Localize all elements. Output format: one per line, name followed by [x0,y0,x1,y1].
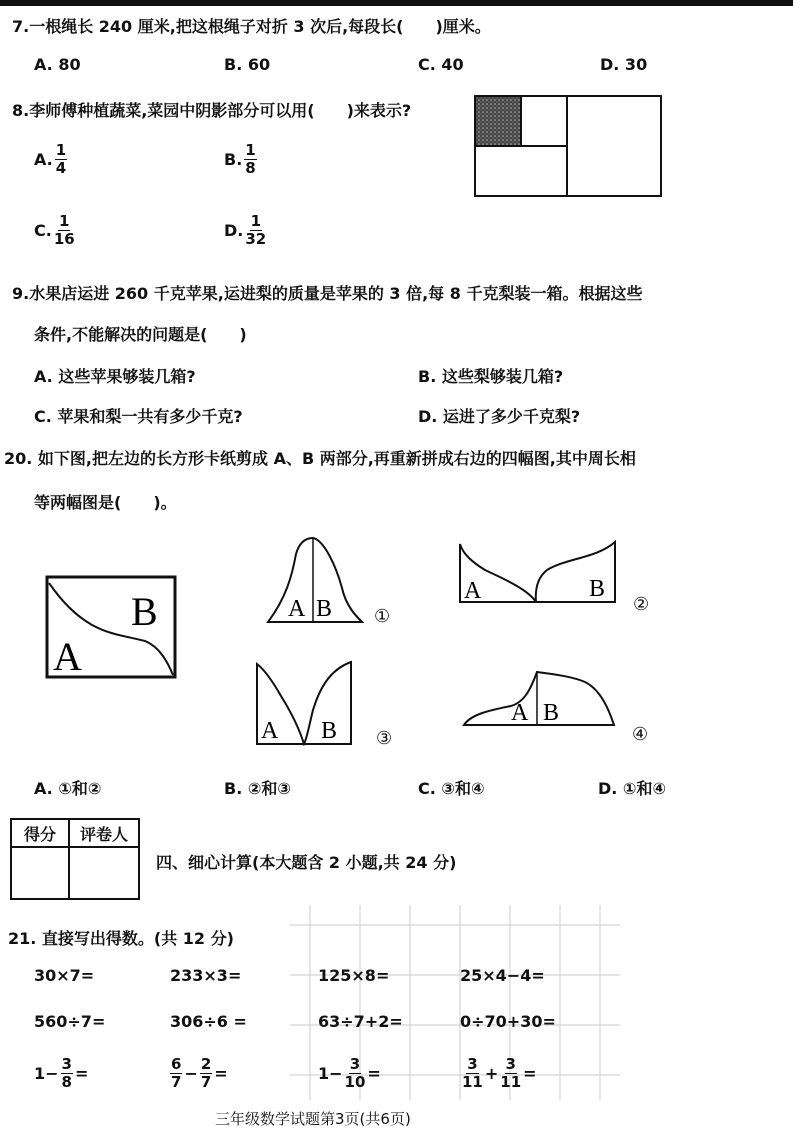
q8-option-b [224,142,257,177]
q20-option-a: A. ①和② [34,779,102,798]
q8-option-a [34,142,67,177]
q21-stem: 21. 直接写出得数。(共 12 分) [8,929,234,948]
q20-figure-2-label: ② [633,594,650,615]
q21-r2-c4: 0÷70+30= [460,1012,556,1031]
q9-stem-line2: 条件,不能解决的问题是( ) [34,325,247,344]
q21-r1-c3: 125×8= [318,966,390,985]
section-4-title: 四、细心计算(本大题含 2 小题,共 24 分) [156,853,457,872]
q20-figure-1-label: ① [374,606,391,627]
q7-option-c: C. 40 [418,55,464,74]
fig2-label-a: A [464,578,482,604]
q8-option-b-letter: B. [224,150,243,169]
q21-r3-c3: 1− $\frac{3}{10}$ = [318,1055,381,1091]
q20-option-d: D. ①和④ [598,779,667,798]
fig4-label-a: A [511,700,529,726]
q20-figure-4 [461,668,617,728]
q20-option-b: B. ②和③ [224,779,291,798]
q9-stem-line1: 9.水果店运进 260 千克苹果,运进梨的质量是苹果的 3 倍,每 8 千克梨装一箱。根据这些 [12,284,643,303]
page-footer: 三年级数学试题第3页(共6页) [215,1110,411,1128]
q20-rect-label-a: A [53,634,82,679]
q20-figure-3-label: ③ [376,728,393,749]
q8-option-d-letter: D. [224,221,244,240]
q21-r2-c2: 306÷6 = [170,1012,247,1031]
q7-stem: 7.一根绳长 240 厘米,把这根绳子对折 3 次后,每段长( )厘米。 [12,17,491,36]
q8-option-a-fraction: $\frac{1}{4}$ [55,141,67,177]
q8-option-d [224,213,266,248]
fig3-label-b: B [321,718,338,744]
q8-option-b-fraction: $\frac{1}{8}$ [245,141,256,177]
page-top-border [0,0,793,6]
q20-option-c: C. ③和④ [418,779,485,798]
fig3-label-a: A [261,718,279,744]
score-box-grader-cell [69,847,139,899]
q8-stem: 8.李师傅种植蔬菜,菜园中阴影部分可以用( )来表示? [12,101,412,120]
q9-option-a: A. 这些苹果够装几箱? [34,367,196,386]
fig4-label-b: B [543,700,560,726]
q20-figure-1 [264,536,364,628]
q9-option-c: C. 苹果和梨一共有多少千克? [34,407,243,426]
score-box-score-cell [11,847,69,899]
q21-r2-c3: 63÷7+2= [318,1012,403,1031]
q8-option-a-letter: A. [34,150,53,169]
q21-r3-c2: $\frac{6}{7}$ − $\frac{2}{7}$ = [171,1055,228,1091]
q21-r1-c1: 30×7= [34,966,95,985]
fig1-label-b: B [316,596,333,622]
q7-option-a: A. 80 [34,55,81,74]
score-box [10,818,140,900]
fig1-label-a: A [288,596,306,622]
q8-option-c-letter: C. [34,221,52,240]
q8-option-c [34,213,75,248]
q8-option-c-fraction: $\frac{1}{16}$ [53,212,75,248]
q20-figure-3 [255,660,355,746]
q8-shaded-region [476,97,520,145]
q20-stem-line1: 20. 如下图,把左边的长方形卡纸剪成 A、B 两部分,再重新拼成右边的四幅图,其中周长相 [4,449,636,468]
q21-r1-c4: 25×4−4= [460,966,545,985]
q20-figure-2 [457,540,619,606]
score-box-header-grader: 评卷人 [69,819,139,847]
q21-r2-c1: 560÷7= [34,1012,106,1031]
q9-option-b: B. 这些梨够装几箱? [418,367,564,386]
q9-option-d: D. 运进了多少千克梨? [418,407,581,426]
q8-option-d-fraction: $\frac{1}{32}$ [245,212,267,248]
score-box-header-score: 得分 [11,819,69,847]
q8-garden-diagram [474,95,662,197]
q20-original-rectangle [45,575,177,679]
q21-r1-c2: 233×3= [170,966,242,985]
q21-r3-c1: 1− $\frac{3}{8}$ = [34,1055,89,1091]
fig2-label-b: B [589,576,606,602]
q21-r3-c4: $\frac{3}{11}$ + $\frac{3}{11}$ = [462,1055,537,1091]
q7-option-d: D. 30 [600,55,648,74]
q20-stem-line2: 等两幅图是( )。 [34,493,177,512]
q7-option-b: B. 60 [224,55,271,74]
q20-rect-label-b: B [131,589,158,634]
q20-figure-4-label: ④ [632,724,649,745]
